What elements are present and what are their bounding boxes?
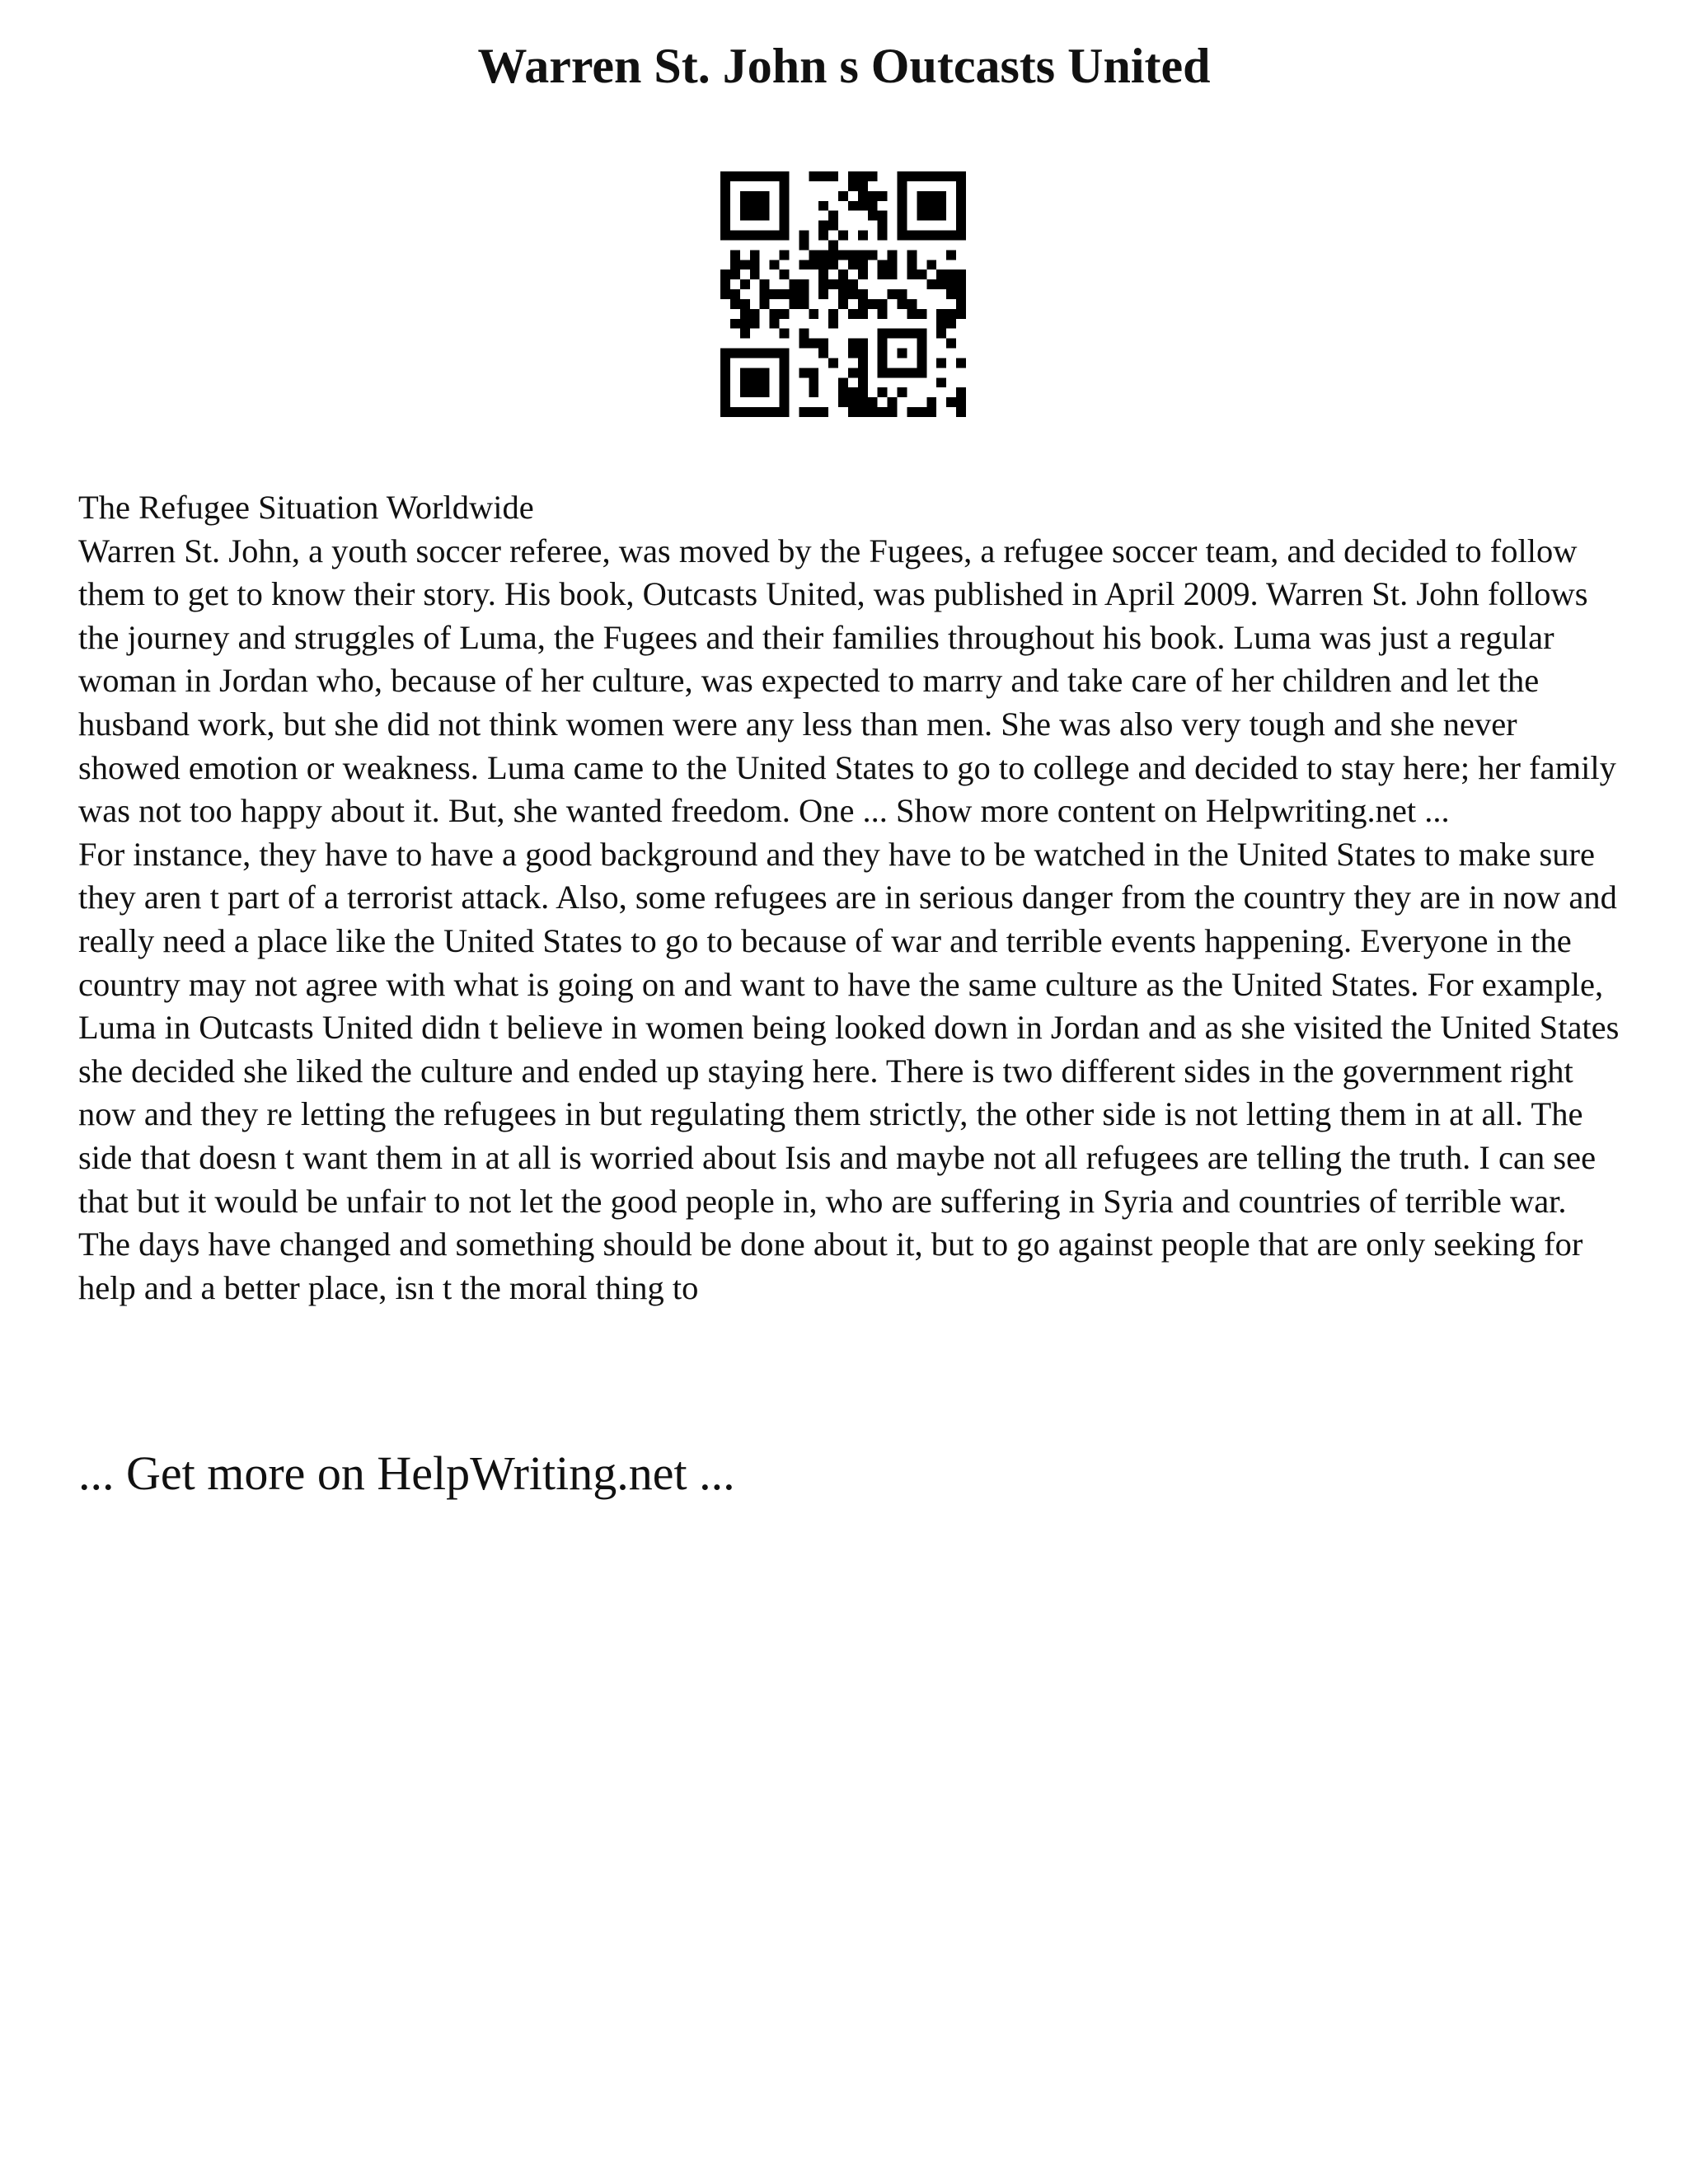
- document-title: Warren St. John s Outcasts United: [477, 39, 1211, 93]
- body-paragraph: Warren St. John, a youth soccer referee, was moved by the Fugees, a refugee soccer team, and decided to follow them to get to know their story. His book, Outcasts United, was published in April 2009. Warren St. John follows the journey and struggles of Luma, the Fugees and their families throughout his book. Luma was just a regular woman in Jordan who, because of her culture, was expected to marry and take care of her children and let the husband work, but she did not think women were any less than men. She was also very tough and she never showed emotion or weakness. Luma came to the United States to go to college and decided to stay here; her family was not too happy about it. But, she wanted freedom. One ... Show more content on Helpwriting.net ...: [78, 532, 1616, 830]
- section-heading: The Refugee Situation Worldwide: [78, 489, 534, 526]
- qr-code-icon: [720, 171, 966, 417]
- body-paragraph: For instance, they have to have a good background and they have to be watched in the United States to make sure they aren t part of a terrorist attack. Also, some refugees are in serious danger from the country they are in now and really need a place like the United States to go to because of war and terrible events happening. Everyone in the country may not agree with what is going on and want to have the same culture as the United States. For example, Luma in Outcasts United didn t believe in women being looked down in Jordan and as she visited the United States she decided she liked the culture and ended up staying here. There is two different sides in the government right now and they re letting the refugees in but regulating them strictly, the other side is not letting them in at all. The side that doesn t want them in at all is worried about Isis and maybe not all refugees are telling the truth. I can see that but it would be unfair to not let the good people in, who are suffering in Syria and countries of terrible war. The days have changed and something should be done about it, but to go against people that are only seeking for help and a better place, isn t the moral thing to: [78, 835, 1620, 1306]
- document-body: [78, 486, 1620, 1310]
- get-more-link[interactable]: ... Get more on HelpWriting.net ...: [78, 1446, 735, 1500]
